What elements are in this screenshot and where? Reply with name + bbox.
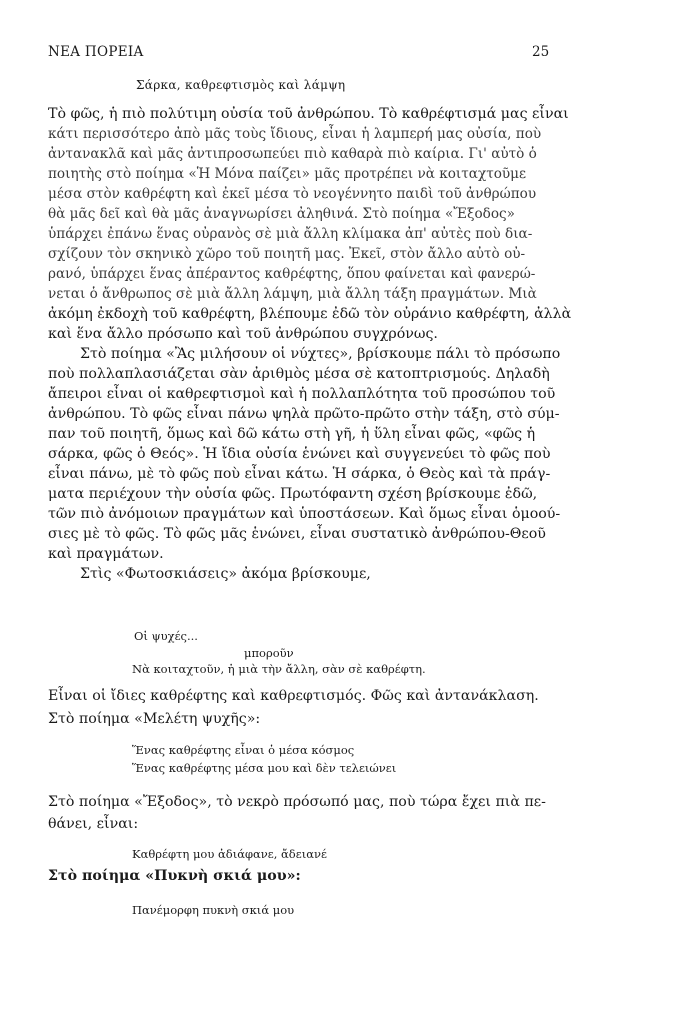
- body-line: Στὸ ποίημα «Ἂς μιλήσουν οἱ νύχτες», βρίσκουμε πάλι τὸ πρόσωπο: [80, 346, 561, 362]
- quote1-line3: Νὰ κοιταχτοῦν, ἡ μιὰ τὴν ἄλλη, σὰν σὲ καθρέφτη.: [132, 662, 426, 676]
- body-line: ἀντανακλᾶ καὶ μᾶς ἀντιπροσωπεύει πιὸ καθαρὰ πιὸ καίρια. Γι' αὐτὸ ὁ: [48, 146, 537, 162]
- body-line: ποιητὴς στὸ ποίημα «Ἡ Μόνα παίζει» μᾶς προτρέπει νὰ κοιταχτοῦμε: [48, 166, 527, 182]
- body-line: εἶναι πάνω, μὲ τὸ φῶς ποὺ εἶναι κάτω. Ἡ σάρκα, ὁ Θεὸς καὶ τὰ πράγ-: [48, 466, 551, 482]
- body-line: κάτι περισσότερο ἀπὸ μᾶς τοὺς ἴδιους, εἶναι ἡ λαμπερή μας οὐσία, ποὺ: [48, 126, 542, 142]
- page-number: 25: [532, 44, 550, 60]
- body-line: σχίζουν τὸν σκηνικὸ χῶρο τοῦ ποιητῆ μας. Ἐκεῖ, στὸν ἄλλο αὐτὸ οὐ-: [48, 246, 526, 262]
- body-line: ἄπειροι εἶναι οἱ καθρεφτισμοὶ καὶ ἡ πολλαπλότητα τοῦ προσώπου τοῦ: [48, 386, 556, 402]
- body-line: παν τοῦ ποιητῆ, ὅμως καὶ δῶ κάτω στὴ γῆ, ἡ ὕλη εἶναι φῶς, «φῶς ἡ: [48, 426, 536, 442]
- quote4: Πανέμορφη πυκνὴ σκιά μου: [132, 903, 295, 917]
- body-line: θὰ μᾶς δεῖ καὶ θὰ μᾶς ἀναγνωρίσει ἀληθινά. Στὸ ποίημα «Ἔξοδος»: [48, 206, 515, 222]
- quote2-line1: Ἕνας καθρέφτης εἶναι ὁ μέσα κόσμος: [132, 743, 355, 757]
- body-line: ποὺ πολλαπλασιάζεται σὰν ἀριθμὸς μέσα σὲ κατοπτρισμούς. Δηλαδὴ: [48, 366, 550, 382]
- body-line: Στὶς «Φωτοσκιάσεις» ἀκόμα βρίσκουμε,: [80, 566, 371, 582]
- section-title: Σάρκα, καθρεφτισμὸς καὶ λάμψη: [136, 78, 346, 92]
- body-line: καὶ πραγμάτων.: [48, 546, 164, 562]
- body-line: τῶν πιὸ ἀνόμοιων πραγμάτων καὶ ὑποστάσεων. Καὶ ὅμως εἶναι ὁμοού-: [48, 506, 561, 522]
- body-line: μέσα στὸν καθρέφτη καὶ ἐκεῖ μέσα τὸ νεογέννητο παιδὶ τοῦ ἀνθρώπου: [48, 186, 537, 202]
- quote1-line1: Οἱ ψυχές...: [134, 629, 198, 643]
- para4: Στὸ ποίημα «Πυκνὴ σκιά μου»:: [48, 868, 301, 884]
- running-title: ΝΕΑ ΠΟΡΕΙΑ: [48, 44, 144, 60]
- body-line: Τὸ φῶς, ἡ πιὸ πολύτιμη οὐσία τοῦ ἀνθρώπου. Τὸ καθρέφτισμά μας εἶναι: [48, 106, 569, 122]
- body-line: ρανό, ὑπάρχει ἕνας ἀπέραντος καθρέφτης, ὅπου φαίνεται καὶ φανερώ-: [48, 266, 536, 282]
- body-line: ματα περιέχουν τὴν οὐσία φῶς. Πρωτόφαντη σχέση βρίσκουμε ἐδῶ,: [48, 486, 538, 502]
- body-line: σάρκα, φῶς ὁ Θεός». Ἡ ἴδια οὐσία ἑνώνει καὶ συγγενεύει τὸ φῶς ποὺ: [48, 446, 551, 462]
- body-line: ἀνθρώπου. Τὸ φῶς εἶναι πάνω ψηλὰ πρῶτο-πρῶτο στὴν τάξη, στὸ σύμ-: [48, 406, 560, 422]
- para3-line1: Στὸ ποίημα «Ἔξοδος», τὸ νεκρὸ πρόσωπό μας, ποὺ τώρα ἔχει πιὰ πε-: [48, 794, 546, 810]
- quote2-line2: Ἕνας καθρέφτης μέσα μου καὶ δὲν τελειώνει: [132, 761, 397, 775]
- para2-line1: Εἶναι οἱ ἴδιες καθρέφτης καὶ καθρεφτισμός. Φῶς καὶ ἀντανάκλαση.: [48, 688, 539, 704]
- para3-line2: θάνει, εἶναι:: [48, 816, 139, 832]
- body-line: σιες μὲ τὸ φῶς. Τὸ φῶς μᾶς ἑνώνει, εἶναι συστατικὸ ἀνθρώπου-Θεοῦ: [48, 526, 546, 542]
- para2-line2: Στὸ ποίημα «Μελέτη ψυχῆς»:: [48, 711, 261, 727]
- body-line: ὑπάρχει ἐπάνω ἕνας οὐρανὸς σὲ μιὰ ἄλλη κλίμακα ἀπ' αὐτὲς ποὺ δια-: [48, 226, 533, 242]
- body-line: ἀκόμη ἐκδοχὴ τοῦ καθρέφτη, βλέπουμε ἐδῶ τὸν οὐράνιο καθρέφτη, ἀλλὰ: [48, 306, 572, 322]
- body-line: καὶ ἕνα ἄλλο πρόσωπο καὶ τοῦ ἀνθρώπου συγχρόνως.: [48, 326, 438, 342]
- body-line: νεται ὁ ἄνθρωπος σὲ μιὰ ἄλλη λάμψη, μιὰ ἄλλη τάξη πραγμάτων. Μιὰ: [48, 286, 537, 302]
- quote1-line2: μποροῦν: [244, 646, 294, 660]
- quote3: Καθρέφτη μου ἀδιάφανε, ἄδειανέ: [132, 847, 327, 861]
